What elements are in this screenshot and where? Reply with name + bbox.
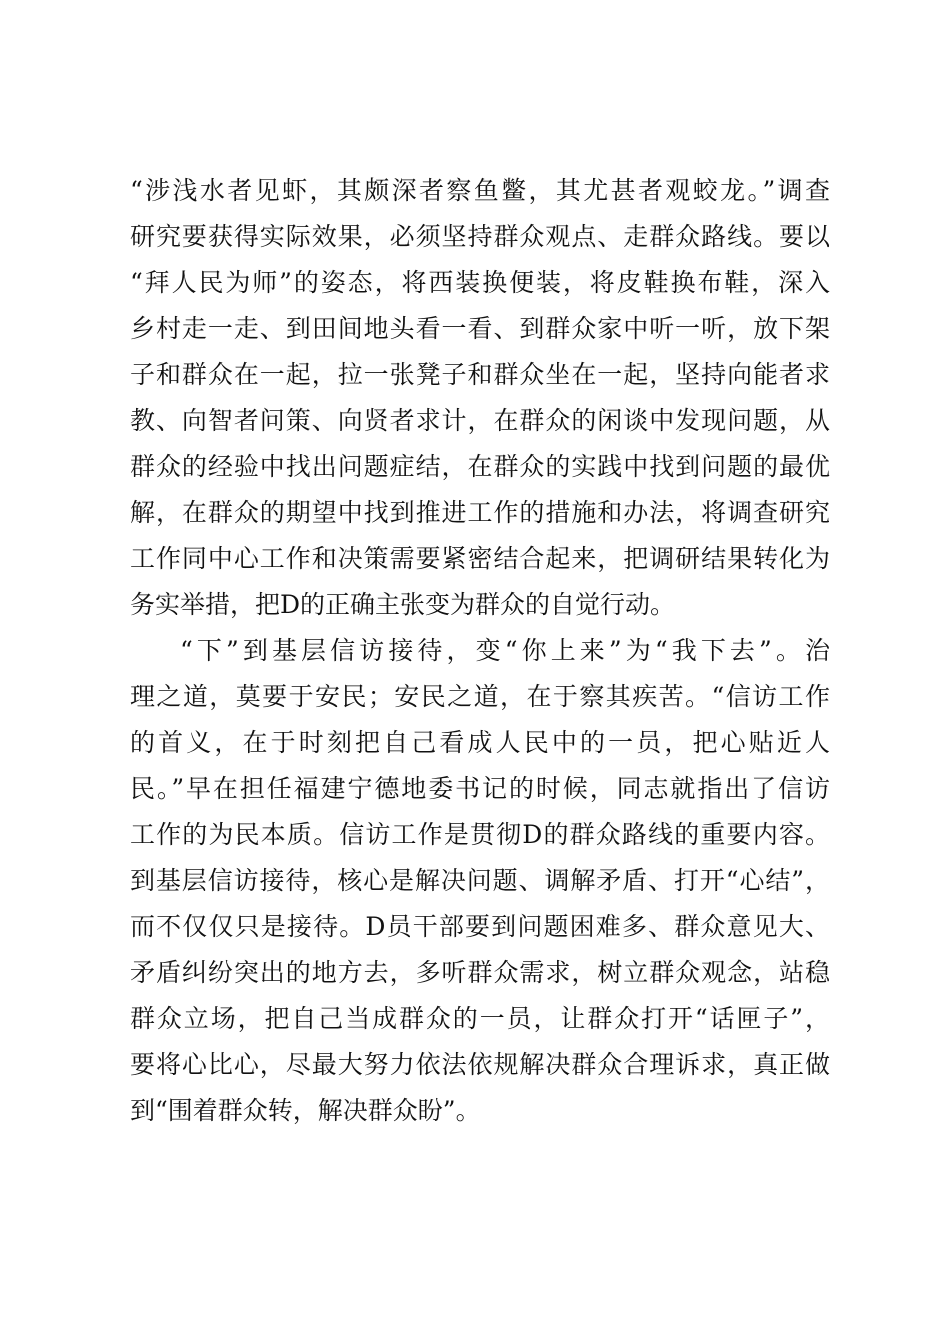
text-line: 理之道，莫要于安民；安民之道，在于察其疾苦。“信访工作 — [130, 682, 830, 711]
text-line: 群众的经验中找出问题症结，在群众的实践中找到问题的最优 — [130, 452, 830, 481]
text-line: 解，在群众的期望中找到推进工作的措施和办法，将调查研究 — [130, 498, 830, 527]
text-line: 民。”早在担任福建宁德地委书记的时候，同志就指出了信访 — [130, 774, 830, 803]
paragraph-1 — [130, 168, 830, 628]
text-line: 工作同中心工作和决策需要紧密结合起来，把调研结果转化为 — [130, 544, 830, 573]
text-line: 务实举措，把D的正确主张变为群众的自觉行动。 — [130, 590, 676, 619]
text-line: “拜人民为师”的姿态，将西装换便装，将皮鞋换布鞋，深入 — [130, 268, 830, 297]
paragraph-2 — [130, 628, 830, 1134]
text-line: “下”到基层信访接待，变“你上来”为“我下去”。治 — [180, 636, 830, 665]
text-line: 矛盾纠纷突出的地方去，多听群众需求，树立群众观念，站稳 — [130, 958, 830, 987]
text-line: 到“围着群众转，解决群众盼”。 — [130, 1096, 481, 1125]
text-line: 乡村走一走、到田间地头看一看、到群众家中听一听，放下架 — [130, 314, 830, 343]
text-line: 工作的为民本质。信访工作是贯彻D的群众路线的重要内容。 — [130, 820, 830, 849]
text-line: 研究要获得实际效果，必须坚持群众观点、走群众路线。要以 — [130, 222, 830, 251]
text-line: 到基层信访接待，核心是解决问题、调解矛盾、打开“心结”， — [130, 866, 830, 895]
text-line: 教、向智者问策、向贤者求计，在群众的闲谈中发现问题，从 — [130, 406, 830, 435]
text-line: 要将心比心，尽最大努力依法依规解决群众合理诉求，真正做 — [130, 1050, 830, 1079]
text-line: 子和群众在一起，拉一张凳子和群众坐在一起，坚持向能者求 — [130, 360, 830, 389]
text-line: “涉浅水者见虾，其颇深者察鱼鳖，其尤甚者观蛟龙。”调查 — [130, 176, 830, 205]
text-line: 而不仅仅只是接待。D员干部要到问题困难多、群众意见大、 — [130, 912, 830, 941]
body-text — [130, 168, 830, 1134]
text-line: 群众立场，把自己当成群众的一员，让群众打开“话匣子”， — [130, 1004, 830, 1033]
text-line: 的首义，在于时刻把自己看成人民中的一员，把心贴近人 — [130, 728, 830, 757]
